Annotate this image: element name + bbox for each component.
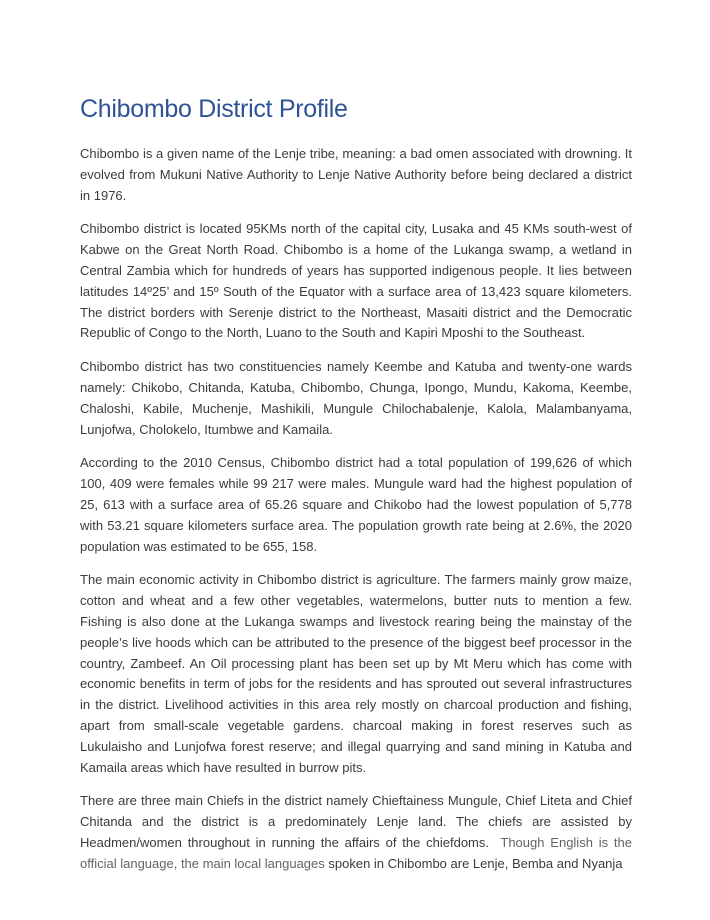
paragraph-economy: The main economic activity in Chibombo district is agriculture. The farmers mainly grow maize, cotton and wheat and a few other vegetables, watermelons, butter nuts to mention a few. Fishing is also done at the Lukanga swamps and livestock rearing being the mainstay of the people’s live hoods which can be attributed to the presence of the biggest beef processor in the country, Zambeef. An Oil processing plant has been set up by Mt Meru which has come with economic benefits in term of jobs for the residents and has sprouted out several infrastructures in the district. Livelihood activities in this area rely mostly on charcoal production and fishing, apart from small-scale vegetable gardens. charcoal making in forest reserves such as Lukulaisho and Lunjofwa forest reserve; and illegal quarrying and sand mining in Katuba and Kamaila areas which have resulted in burrow pits. xyxy=(80,572,632,775)
paragraph-chiefs-segment-muted: Though English is the official language, the main local languages xyxy=(80,834,632,871)
paragraph-chiefs xyxy=(80,791,632,874)
paragraph-chiefs-segment-normal-1: There are three main Chiefs in the district namely Chieftainess Mungule, Chief Liteta and Chief Chitanda and the district is a predominately Lenje land. The chiefs are assisted by Headmen/women throughout in running the affairs of the chiefdoms. xyxy=(80,793,632,850)
paragraph-constituencies: Chibombo district has two constituencies namely Keembe and Katuba and twenty-one wards namely: Chikobo, Chitanda, Katuba, Chibombo, Chunga, Ipongo, Mundu, Kakoma, Keembe, Chaloshi, Kabile, Muchenje, Mashikili, Mungule Chilochabalenje, Kalola, Malambanyama, Lunjofwa, Cholokelo, Itumbwe and Kamaila. xyxy=(80,359,632,437)
paragraph-census: According to the 2010 Census, Chibombo district had a total population of 199,626 of which 100, 409 were females while 99 217 were males. Mungule ward had the highest population of 25, 613 with a surface area of 65.26 square and Chikobo had the lowest population of 5,778 with 53.21 square kilometers surface area. The population growth rate being at 2.6%, the 2020 population was estimated to be 655, 158. xyxy=(80,455,632,554)
page-title: Chibombo District Profile xyxy=(80,95,348,123)
paragraph-chiefs-segment-normal-2: spoken in Chibombo are Lenje, Bemba and Nyanja xyxy=(328,855,623,871)
paragraph-location: Chibombo district is located 95KMs north of the capital city, Lusaka and 45 KMs south-west of Kabwe on the Great North Road. Chibombo is a home of the Lukanga swamp, a wetland in Central Zambia which for hundreds of years has supported indigenous people. It lies between latitudes 14º25’ and 15º South of the Equator with a surface area of 13,423 square kilometers. The district borders with Serenje district to the Northeast, Masaiti district and the Democratic Republic of Congo to the North, Luano to the South and Kapiri Mposhi to the Southeast. xyxy=(80,221,632,341)
paragraph-intro: Chibombo is a given name of the Lenje tribe, meaning: a bad omen associated with drowning. It evolved from Mukuni Native Authority to Lenje Native Authority before being declared a district in 1976. xyxy=(80,146,632,203)
